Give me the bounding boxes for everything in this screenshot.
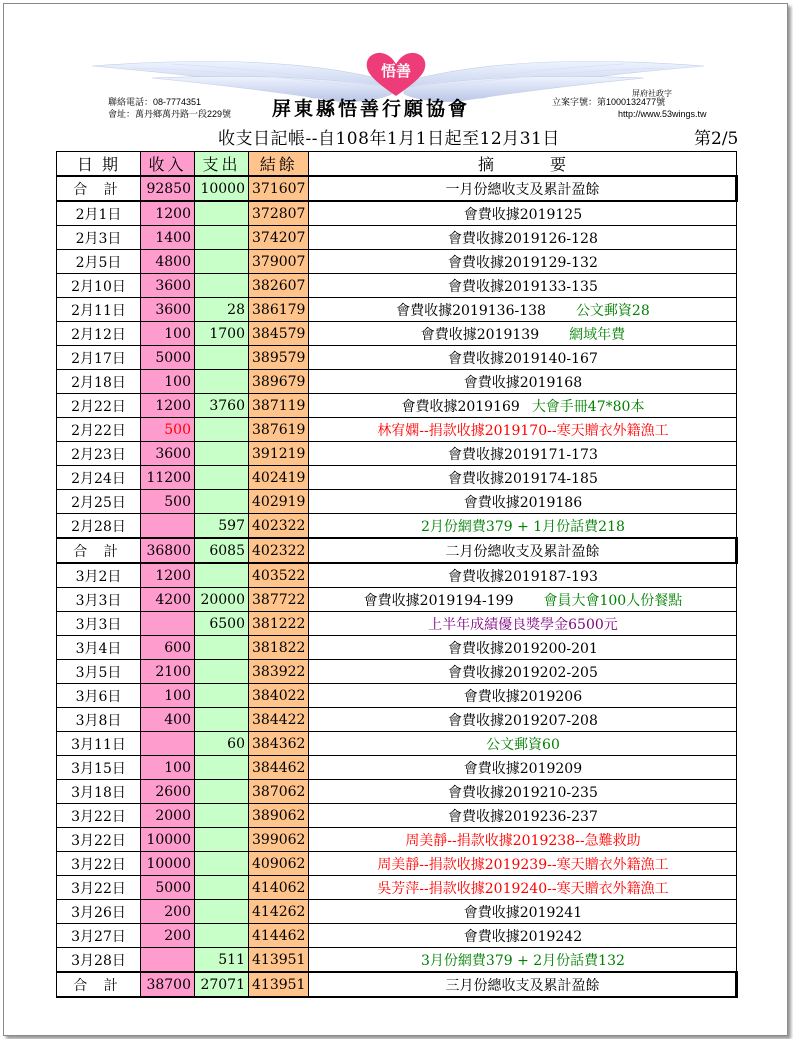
expense-cell: 60 xyxy=(195,732,249,756)
income-cell: 10000 xyxy=(141,852,195,876)
date-cell: 2月11日 xyxy=(57,298,141,322)
contact-info xyxy=(108,96,231,120)
balance-cell: 384579 xyxy=(249,322,309,346)
income-cell xyxy=(141,732,195,756)
summary-cell xyxy=(309,563,737,588)
table-row xyxy=(57,442,737,466)
balance-cell: 414462 xyxy=(249,924,309,948)
expense-cell xyxy=(195,418,249,442)
balance-cell: 409062 xyxy=(249,852,309,876)
summary-cell xyxy=(309,201,737,226)
table-row xyxy=(57,612,737,636)
table-row xyxy=(57,346,737,370)
date-cell: 2月25日 xyxy=(57,490,141,514)
income-cell: 100 xyxy=(141,322,195,346)
summary-cell xyxy=(309,660,737,684)
summary-cell xyxy=(309,274,737,298)
expense-cell: 511 xyxy=(195,948,249,973)
date-cell: 2月5日 xyxy=(57,250,141,274)
balance-cell: 389579 xyxy=(249,346,309,370)
expense-cell xyxy=(195,828,249,852)
summary-text: 一月份總收支及累計盈餘 xyxy=(445,181,600,198)
table-row xyxy=(57,588,737,612)
date-cell: 3月26日 xyxy=(57,900,141,924)
summary-cell xyxy=(309,756,737,780)
license-number: 第1000132477號 xyxy=(597,97,666,107)
income-cell: 4800 xyxy=(141,250,195,274)
balance-cell: 413951 xyxy=(249,948,309,973)
total-row xyxy=(57,176,737,201)
expense-cell xyxy=(195,250,249,274)
table-row xyxy=(57,660,737,684)
date-cell: 3月15日 xyxy=(57,756,141,780)
summary-cell xyxy=(309,900,737,924)
summary-cell xyxy=(309,588,737,612)
page-title: 收支日記帳--自108年1月1日起至12月31日 xyxy=(218,129,560,149)
table-row xyxy=(57,298,737,322)
income-cell: 3600 xyxy=(141,298,195,322)
balance-cell: 387619 xyxy=(249,418,309,442)
balance-cell: 374207 xyxy=(249,226,309,250)
date-cell: 2月28日 xyxy=(57,514,141,539)
expense-cell xyxy=(195,346,249,370)
income-cell: 11200 xyxy=(141,466,195,490)
date-cell: 3月22日 xyxy=(57,828,141,852)
table-row xyxy=(57,636,737,660)
expense-cell xyxy=(195,466,249,490)
table-row xyxy=(57,514,737,539)
date-cell: 2月22日 xyxy=(57,394,141,418)
expense-cell xyxy=(195,780,249,804)
summary-text: 會費收據2019209 xyxy=(463,760,583,777)
income-cell: 3600 xyxy=(141,442,195,466)
income-cell: 2100 xyxy=(141,660,195,684)
table-row xyxy=(57,804,737,828)
expense-cell xyxy=(195,201,249,226)
expense-cell: 27071 xyxy=(195,972,249,997)
income-cell: 36800 xyxy=(141,538,195,563)
balance-cell: 403522 xyxy=(249,563,309,588)
date-cell: 2月10日 xyxy=(57,274,141,298)
date-cell: 3月27日 xyxy=(57,924,141,948)
expense-cell xyxy=(195,370,249,394)
expense-cell xyxy=(195,226,249,250)
table-row xyxy=(57,418,737,442)
summary-cell xyxy=(309,948,737,973)
summary-cell xyxy=(309,418,737,442)
summary-cell xyxy=(309,370,737,394)
summary-cell xyxy=(309,732,737,756)
income-cell: 38700 xyxy=(141,972,195,997)
summary-text: 會費收據2019169 xyxy=(401,398,520,415)
summary-cell xyxy=(309,514,737,539)
balance-cell: 414062 xyxy=(249,876,309,900)
summary-text: 會費收據2019194-199 xyxy=(363,592,514,609)
expense-cell: 20000 xyxy=(195,588,249,612)
balance-cell: 379007 xyxy=(249,250,309,274)
table-row xyxy=(57,876,737,900)
expense-cell xyxy=(195,274,249,298)
balance-cell: 384362 xyxy=(249,732,309,756)
expense-cell xyxy=(195,756,249,780)
balance-cell: 383922 xyxy=(249,660,309,684)
summary-text: 會費收據2019139 xyxy=(420,326,540,343)
summary-cell xyxy=(309,924,737,948)
balance-cell: 414262 xyxy=(249,900,309,924)
table-row xyxy=(57,370,737,394)
balance-cell: 402322 xyxy=(249,514,309,539)
income-cell xyxy=(141,948,195,973)
summary-text: 三月份總收支及累計盈餘 xyxy=(445,977,600,994)
balance-cell: 384022 xyxy=(249,684,309,708)
expense-cell: 6500 xyxy=(195,612,249,636)
income-cell: 100 xyxy=(141,756,195,780)
balance-cell: 372807 xyxy=(249,201,309,226)
summary-cell xyxy=(309,394,737,418)
summary-text: 會費收據2019174-185 xyxy=(448,470,598,487)
total-row xyxy=(57,972,737,997)
income-cell: 5000 xyxy=(141,346,195,370)
summary-text: 會費收據2019125 xyxy=(463,206,583,223)
license-issuer: 屏府社政字 xyxy=(632,89,672,98)
table-row xyxy=(57,250,737,274)
summary-text: 林宥嫻--捐款收據2019170--寒天贈衣外籍漁工 xyxy=(377,422,669,439)
balance-cell: 389679 xyxy=(249,370,309,394)
table-row xyxy=(57,852,737,876)
income-cell xyxy=(141,612,195,636)
date-cell: 3月2日 xyxy=(57,563,141,588)
summary-note: 大會手冊47*80本 xyxy=(531,398,645,415)
income-cell: 100 xyxy=(141,370,195,394)
header-summary: 摘 要 xyxy=(309,152,737,177)
date-cell: 2月23日 xyxy=(57,442,141,466)
summary-cell xyxy=(309,466,737,490)
date-cell: 合 計 xyxy=(57,176,141,201)
summary-cell xyxy=(309,852,737,876)
summary-text: 二月份總收支及累計盈餘 xyxy=(445,543,600,560)
income-cell: 1400 xyxy=(141,226,195,250)
date-cell: 2月12日 xyxy=(57,322,141,346)
summary-text: 會費收據2019140-167 xyxy=(448,350,598,367)
balance-cell: 381822 xyxy=(249,636,309,660)
expense-cell: 28 xyxy=(195,298,249,322)
date-cell: 2月1日 xyxy=(57,201,141,226)
summary-cell xyxy=(309,490,737,514)
income-cell: 600 xyxy=(141,636,195,660)
table-row xyxy=(57,732,737,756)
date-cell: 2月17日 xyxy=(57,346,141,370)
table-row xyxy=(57,226,737,250)
expense-cell xyxy=(195,708,249,732)
date-cell: 3月5日 xyxy=(57,660,141,684)
summary-text: 會費收據2019171-173 xyxy=(448,446,598,463)
summary-text: 2月份網費379 + 1月份話費218 xyxy=(421,518,625,535)
summary-text: 會費收據2019210-235 xyxy=(448,784,598,801)
date-cell: 3月3日 xyxy=(57,612,141,636)
expense-cell xyxy=(195,636,249,660)
expense-cell xyxy=(195,442,249,466)
page-number: 第2/5 xyxy=(694,129,739,149)
balance-cell: 413951 xyxy=(249,972,309,997)
ledger-table xyxy=(56,151,738,998)
expense-cell: 10000 xyxy=(195,176,249,201)
income-cell: 10000 xyxy=(141,828,195,852)
date-cell: 合 計 xyxy=(57,538,141,563)
income-cell xyxy=(141,514,195,539)
table-row xyxy=(57,756,737,780)
income-cell: 3600 xyxy=(141,274,195,298)
balance-cell: 384462 xyxy=(249,756,309,780)
summary-text: 3月份網費379 + 2月份話費132 xyxy=(421,952,625,969)
expense-cell: 1700 xyxy=(195,322,249,346)
summary-text: 周美靜--捐款收據2019239--寒天贈衣外籍漁工 xyxy=(377,856,669,873)
income-cell: 2600 xyxy=(141,780,195,804)
summary-cell xyxy=(309,708,737,732)
income-cell: 200 xyxy=(141,924,195,948)
summary-text: 會費收據2019129-132 xyxy=(448,254,598,271)
balance-cell: 382607 xyxy=(249,274,309,298)
expense-cell xyxy=(195,490,249,514)
date-cell: 3月28日 xyxy=(57,948,141,973)
total-row xyxy=(57,538,737,563)
expense-cell xyxy=(195,852,249,876)
summary-cell xyxy=(309,538,737,563)
summary-cell xyxy=(309,612,737,636)
table-row xyxy=(57,563,737,588)
summary-cell xyxy=(309,780,737,804)
summary-text: 會費收據2019168 xyxy=(463,374,583,391)
summary-text: 周美靜--捐款收據2019238--急難救助 xyxy=(405,832,641,849)
income-cell: 100 xyxy=(141,684,195,708)
date-cell: 3月11日 xyxy=(57,732,141,756)
date-cell: 3月22日 xyxy=(57,852,141,876)
expense-cell xyxy=(195,876,249,900)
table-row xyxy=(57,708,737,732)
date-cell: 3月22日 xyxy=(57,876,141,900)
table-row xyxy=(57,490,737,514)
table-row xyxy=(57,900,737,924)
balance-cell: 387722 xyxy=(249,588,309,612)
income-cell: 1200 xyxy=(141,394,195,418)
license-info xyxy=(552,96,707,120)
date-cell: 2月24日 xyxy=(57,466,141,490)
date-cell: 3月8日 xyxy=(57,708,141,732)
balance-cell: 402322 xyxy=(249,538,309,563)
summary-cell xyxy=(309,828,737,852)
date-cell: 3月22日 xyxy=(57,804,141,828)
summary-text: 公文郵資60 xyxy=(486,736,560,753)
income-cell: 200 xyxy=(141,900,195,924)
website-url[interactable]: http://www.53wings.tw xyxy=(618,109,707,119)
license-label: 立案字號： xyxy=(552,97,598,107)
income-cell: 500 xyxy=(141,418,195,442)
summary-cell xyxy=(309,298,737,322)
balance-cell: 402419 xyxy=(249,466,309,490)
income-cell: 500 xyxy=(141,490,195,514)
logo-text: 悟善 xyxy=(380,62,411,80)
income-cell: 2000 xyxy=(141,804,195,828)
expense-cell: 597 xyxy=(195,514,249,539)
contact-address: 會址：萬丹鄉萬丹路一段229號 xyxy=(108,109,232,119)
summary-cell xyxy=(309,346,737,370)
summary-text: 會費收據2019202-205 xyxy=(448,664,598,681)
summary-text: 會費收據2019207-208 xyxy=(448,712,598,729)
expense-cell xyxy=(195,660,249,684)
summary-note: 公文郵資28 xyxy=(575,302,650,319)
balance-cell: 384422 xyxy=(249,708,309,732)
header-income: 收入 xyxy=(141,152,195,177)
header-date: 日 期 xyxy=(57,152,141,177)
expense-cell: 6085 xyxy=(195,538,249,563)
expense-cell xyxy=(195,924,249,948)
summary-cell xyxy=(309,250,737,274)
date-cell: 3月4日 xyxy=(57,636,141,660)
summary-text: 會費收據2019187-193 xyxy=(448,568,598,585)
summary-cell xyxy=(309,442,737,466)
summary-text: 吳芳萍--捐款收據2019240--寒天贈衣外籍漁工 xyxy=(377,880,669,897)
contact-phone: 聯絡電話：08-7774351 xyxy=(108,97,202,107)
balance-cell: 387119 xyxy=(249,394,309,418)
summary-note: 會員大會100人份餐點 xyxy=(543,592,683,609)
summary-text: 會費收據2019133-135 xyxy=(448,278,598,295)
income-cell: 400 xyxy=(141,708,195,732)
summary-note: 網域年費 xyxy=(569,326,626,343)
balance-cell: 371607 xyxy=(249,176,309,201)
balance-cell: 386179 xyxy=(249,298,309,322)
date-cell: 2月22日 xyxy=(57,418,141,442)
date-cell: 3月18日 xyxy=(57,780,141,804)
summary-text: 會費收據2019200-201 xyxy=(448,640,598,657)
table-row xyxy=(57,394,737,418)
ledger-body xyxy=(57,176,737,997)
summary-cell xyxy=(309,684,737,708)
table-row xyxy=(57,948,737,973)
summary-cell xyxy=(309,176,737,201)
table-row xyxy=(57,780,737,804)
summary-text: 會費收據2019186 xyxy=(463,494,583,511)
summary-text: 上半年成績優良獎學金6500元 xyxy=(428,616,618,633)
expense-cell xyxy=(195,563,249,588)
expense-cell xyxy=(195,804,249,828)
summary-cell xyxy=(309,972,737,997)
date-cell: 2月3日 xyxy=(57,226,141,250)
date-cell: 合 計 xyxy=(57,972,141,997)
balance-cell: 389062 xyxy=(249,804,309,828)
income-cell: 1200 xyxy=(141,201,195,226)
income-cell: 4200 xyxy=(141,588,195,612)
balance-cell: 381222 xyxy=(249,612,309,636)
summary-text: 會費收據2019242 xyxy=(463,928,583,945)
expense-cell: 3760 xyxy=(195,394,249,418)
table-header-row xyxy=(57,152,737,177)
income-cell: 1200 xyxy=(141,563,195,588)
income-cell: 92850 xyxy=(141,176,195,201)
date-cell: 2月18日 xyxy=(57,370,141,394)
table-row xyxy=(57,684,737,708)
summary-cell xyxy=(309,322,737,346)
header-expense: 支出 xyxy=(195,152,249,177)
summary-text: 會費收據2019241 xyxy=(463,904,583,921)
summary-text: 會費收據2019126-128 xyxy=(448,230,598,247)
date-cell: 3月6日 xyxy=(57,684,141,708)
table-row xyxy=(57,828,737,852)
summary-text: 會費收據2019206 xyxy=(463,688,583,705)
expense-cell xyxy=(195,684,249,708)
summary-text: 會費收據2019136-138 xyxy=(396,302,546,319)
balance-cell: 402919 xyxy=(249,490,309,514)
summary-cell xyxy=(309,804,737,828)
date-cell: 3月3日 xyxy=(57,588,141,612)
table-row xyxy=(57,201,737,226)
summary-cell xyxy=(309,636,737,660)
balance-cell: 391219 xyxy=(249,442,309,466)
table-row xyxy=(57,322,737,346)
balance-cell: 399062 xyxy=(249,828,309,852)
header-balance: 結餘 xyxy=(249,152,309,177)
org-name: 屏東縣悟善行願協會 xyxy=(272,98,471,120)
income-cell: 5000 xyxy=(141,876,195,900)
table-row xyxy=(57,924,737,948)
summary-cell xyxy=(309,876,737,900)
summary-text: 會費收據2019236-237 xyxy=(448,808,598,825)
table-row xyxy=(57,466,737,490)
table-row xyxy=(57,274,737,298)
balance-cell: 387062 xyxy=(249,780,309,804)
expense-cell xyxy=(195,900,249,924)
summary-cell xyxy=(309,226,737,250)
